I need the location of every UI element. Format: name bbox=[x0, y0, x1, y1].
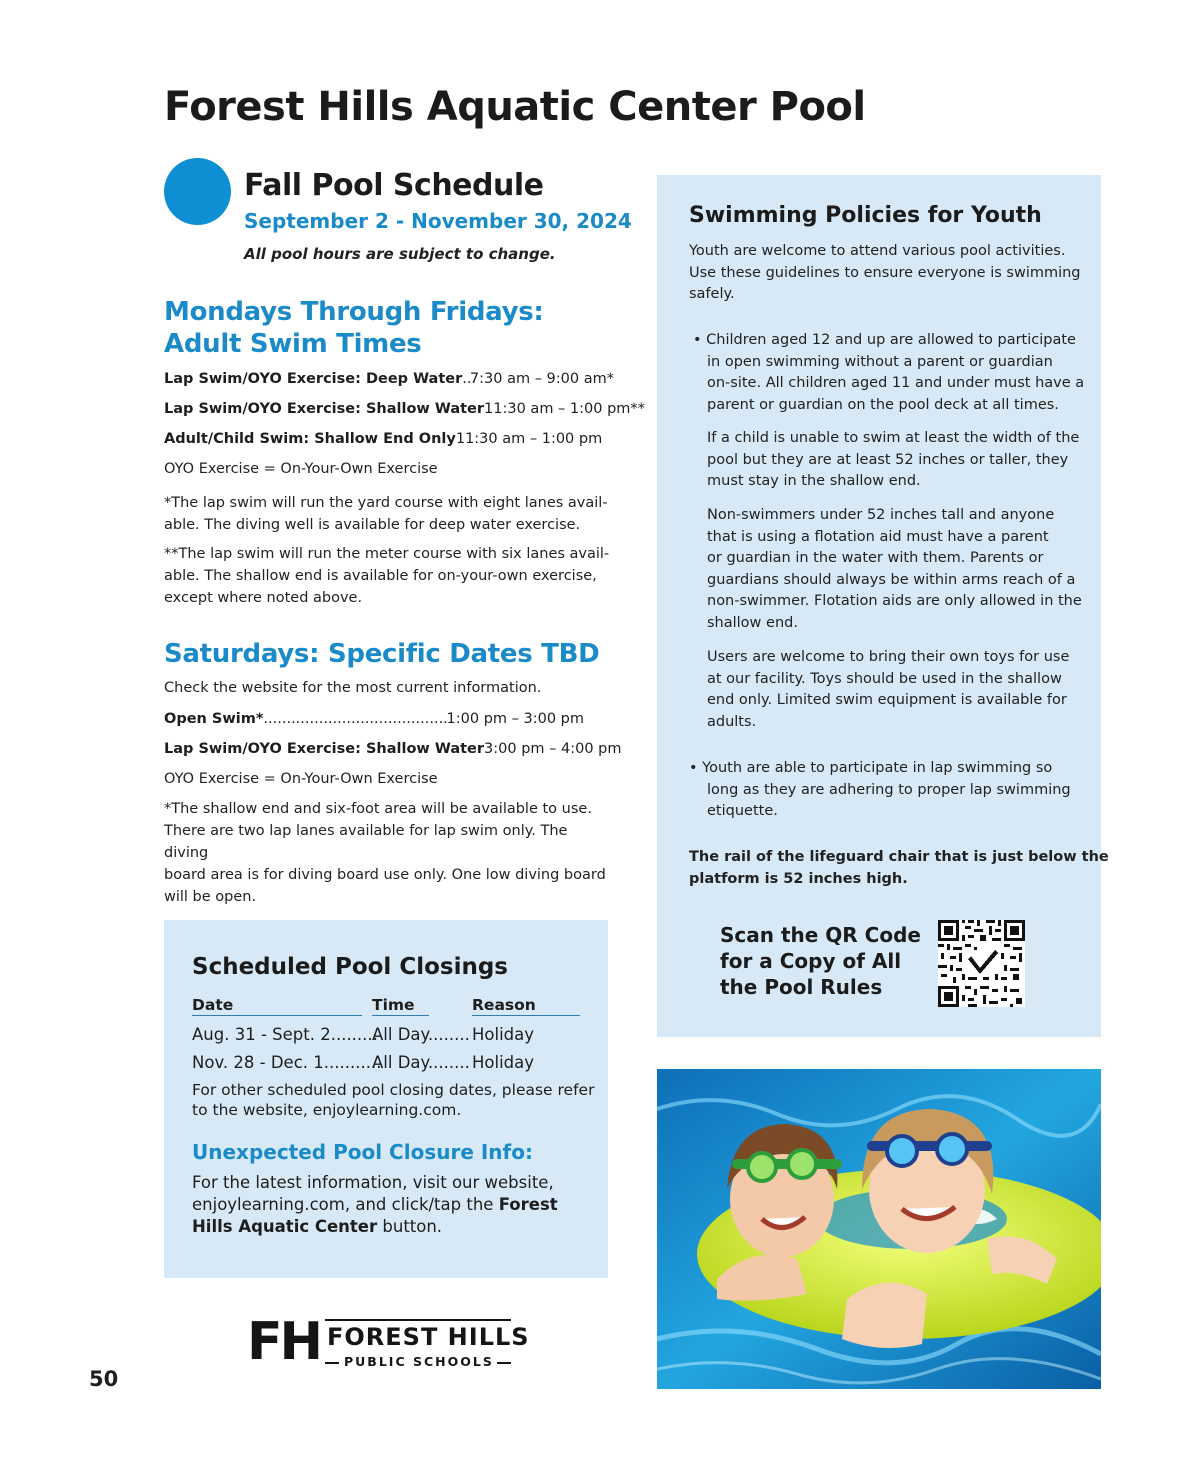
weekday-oyo: OYO Exercise = On-Your-Own Exercise bbox=[164, 461, 438, 477]
leader-dots: ........ bbox=[427, 1053, 470, 1072]
policy-line: at our facility. Toys should be used in the shallow bbox=[707, 670, 1062, 687]
row-time: 11:30 am – 1:00 pm bbox=[455, 431, 603, 447]
policy-line: that is using a flotation aid must have a parent bbox=[707, 528, 1049, 545]
weekday-heading-line2: Adult Swim Times bbox=[164, 329, 422, 359]
policy-line: on-site. All children aged 11 and under must have a bbox=[707, 375, 1085, 391]
policy-line: non-swimmer. Flotation aids are only allowed in the bbox=[707, 593, 1082, 609]
policy-paragraph bbox=[707, 647, 1069, 733]
logo-monogram: FH bbox=[247, 1312, 321, 1372]
policy-bullet-2 bbox=[689, 758, 1071, 823]
note-line: board area is for diving board use only. One low diving board bbox=[164, 867, 606, 883]
page-title: Forest Hills Aquatic Center Pool bbox=[164, 84, 866, 130]
closing-time bbox=[372, 1025, 470, 1044]
intro-line: Use these guidelines to ensure everyone is swimming bbox=[689, 264, 1081, 281]
leader-dots bbox=[462, 371, 470, 387]
schedule-heading: Fall Pool Schedule bbox=[244, 168, 544, 203]
unexpected-text: enjoylearning.com, and click/tap the bbox=[192, 1195, 499, 1214]
policies-heading: Swimming Policies for Youth bbox=[689, 203, 1042, 228]
logo-rule bbox=[325, 1319, 511, 1321]
note-line: *The shallow end and six-foot area will be available to use. bbox=[164, 801, 592, 817]
leader-dots: ........... bbox=[323, 1053, 382, 1072]
policy-line: parent or guardian on the pool deck at all times. bbox=[707, 396, 1059, 413]
closings-other-line: to the website, enjoylearning.com. bbox=[192, 1101, 462, 1119]
policy-line: adults. bbox=[707, 713, 757, 730]
weekday-row bbox=[164, 431, 603, 447]
kids-in-pool-photo bbox=[657, 1069, 1101, 1389]
closing-reason: Holiday bbox=[472, 1053, 535, 1072]
schedule-dates: September 2 - November 30, 2024 bbox=[244, 209, 632, 233]
rail-line: The rail of the lifeguard chair that is just below the bbox=[689, 849, 1109, 865]
policies-intro bbox=[689, 241, 1081, 306]
leader-dots: ......... bbox=[330, 1025, 378, 1044]
row-label: Adult/Child Swim: Shallow End Only bbox=[164, 431, 456, 447]
logo-name: FOREST HILLS bbox=[327, 1323, 530, 1351]
saturday-heading: Saturdays: Specific Dates TBD bbox=[164, 639, 600, 669]
closing-date: Aug. 31 - Sept. 2 bbox=[192, 1025, 331, 1044]
note-line: able. The diving well is available for deep water exercise. bbox=[164, 517, 581, 533]
column-header-date: Date bbox=[192, 996, 362, 1016]
row-label: Lap Swim/OYO Exercise: Shallow Water bbox=[164, 741, 485, 757]
policy-paragraph bbox=[707, 505, 1082, 634]
logo-rule bbox=[497, 1362, 511, 1364]
rail-note bbox=[689, 847, 1109, 890]
row-label: Open Swim* bbox=[164, 711, 264, 727]
policy-line: shallow end. bbox=[707, 614, 798, 631]
row-label: Lap Swim/OYO Exercise: Deep Water bbox=[164, 371, 463, 387]
policy-line: If a child is unable to swim at least the width of the bbox=[707, 430, 1080, 446]
qr-code-icon[interactable] bbox=[938, 920, 1025, 1011]
intro-line: Youth are welcome to attend various pool activities. bbox=[689, 243, 1066, 259]
qr-caption bbox=[720, 922, 921, 1000]
note-line: There are two lap lanes available for lap swim only. The diving bbox=[164, 823, 568, 861]
policy-line: long as they are adhering to proper lap swimming bbox=[707, 781, 1071, 798]
rail-line: platform is 52 inches high. bbox=[689, 870, 908, 887]
closing-time-value: All Day bbox=[372, 1053, 428, 1072]
weekday-note-2 bbox=[164, 543, 614, 609]
weekday-row bbox=[164, 371, 614, 387]
unexpected-line bbox=[192, 1194, 558, 1216]
logo-sub: PUBLIC SCHOOLS bbox=[344, 1354, 494, 1369]
note-line: will be open. bbox=[164, 889, 257, 905]
closing-time bbox=[372, 1053, 470, 1072]
row-time: 3:00 pm – 4:00 pm bbox=[484, 741, 622, 757]
unexpected-bold: Hills Aquatic Center bbox=[192, 1217, 378, 1236]
intro-line: safely. bbox=[689, 286, 735, 302]
policy-paragraph bbox=[707, 428, 1079, 493]
policy-bullet-1 bbox=[693, 330, 1084, 416]
unexpected-text: button. bbox=[377, 1217, 443, 1236]
qr-caption-line: Scan the QR Code bbox=[720, 923, 921, 947]
unexpected-line bbox=[192, 1216, 558, 1238]
closing-row bbox=[192, 1025, 378, 1044]
decorative-circle bbox=[164, 158, 231, 225]
weekday-row bbox=[164, 401, 645, 417]
unexpected-line: For the latest information, visit our website, bbox=[192, 1173, 554, 1192]
row-time: 1:00 pm – 3:00 pm bbox=[446, 711, 584, 727]
closing-time-value: All Day bbox=[372, 1025, 428, 1044]
policy-line: Non-swimmers under 52 inches tall and anyone bbox=[707, 507, 1055, 523]
schedule-note: All pool hours are subject to change. bbox=[244, 245, 556, 263]
qr-caption-line: the Pool Rules bbox=[720, 975, 883, 999]
unexpected-bold: Forest bbox=[498, 1195, 558, 1214]
note-line: except where noted above. bbox=[164, 590, 363, 606]
unexpected-info bbox=[192, 1172, 558, 1238]
qr-caption-line: for a Copy of All bbox=[720, 949, 902, 973]
closings-other-line: For other scheduled pool closing dates, please refer bbox=[192, 1081, 595, 1099]
saturday-row bbox=[164, 711, 584, 727]
leader-dots: ........ bbox=[427, 1025, 470, 1044]
closing-date: Nov. 28 - Dec. 1 bbox=[192, 1053, 324, 1072]
policy-line: in open swimming without a parent or guardian bbox=[707, 353, 1053, 370]
row-time: 7:30 am – 9:00 am* bbox=[469, 371, 614, 387]
row-time: 11:30 am – 1:00 pm** bbox=[484, 401, 645, 417]
policy-line: pool but they are at least 52 inches or taller, they bbox=[707, 451, 1069, 468]
row-label: Lap Swim/OYO Exercise: Shallow Water bbox=[164, 401, 485, 417]
closing-reason: Holiday bbox=[472, 1025, 535, 1044]
column-header-time: Time bbox=[372, 996, 429, 1016]
policy-line: • Children aged 12 and up are allowed to participate bbox=[693, 332, 1076, 348]
weekday-heading-line1: Mondays Through Fridays: bbox=[164, 297, 544, 327]
note-line: **The lap swim will run the meter course with six lanes avail- bbox=[164, 546, 610, 562]
policy-line: or guardian in the water with them. Parents or bbox=[707, 550, 1044, 566]
leader-dots bbox=[263, 711, 446, 727]
policy-line: Users are welcome to bring their own toys for use bbox=[707, 649, 1070, 665]
logo-rule bbox=[325, 1362, 339, 1364]
page-number: 50 bbox=[89, 1367, 119, 1391]
closings-heading: Scheduled Pool Closings bbox=[192, 954, 508, 980]
policy-line: guardians should always be within arms reach of a bbox=[707, 571, 1076, 588]
saturday-intro: Check the website for the most current information. bbox=[164, 680, 542, 696]
column-header-reason: Reason bbox=[472, 996, 580, 1016]
policy-line: • Youth are able to participate in lap swimming so bbox=[689, 760, 1053, 776]
saturday-row bbox=[164, 741, 622, 757]
note-line: able. The shallow end is available for on-your-own exercise, bbox=[164, 568, 597, 584]
closings-other bbox=[192, 1080, 594, 1120]
saturday-oyo: OYO Exercise = On-Your-Own Exercise bbox=[164, 771, 438, 787]
closing-row bbox=[192, 1053, 381, 1072]
policy-line: end only. Limited swim equipment is available for bbox=[707, 692, 1067, 708]
unexpected-heading: Unexpected Pool Closure Info: bbox=[192, 1140, 533, 1164]
policy-line: must stay in the shallow end. bbox=[707, 473, 921, 489]
note-line: *The lap swim will run the yard course with eight lanes avail- bbox=[164, 495, 608, 511]
weekday-note-1 bbox=[164, 492, 614, 536]
policy-line: etiquette. bbox=[707, 803, 778, 819]
saturday-note bbox=[164, 798, 614, 908]
weekday-heading bbox=[164, 296, 544, 360]
